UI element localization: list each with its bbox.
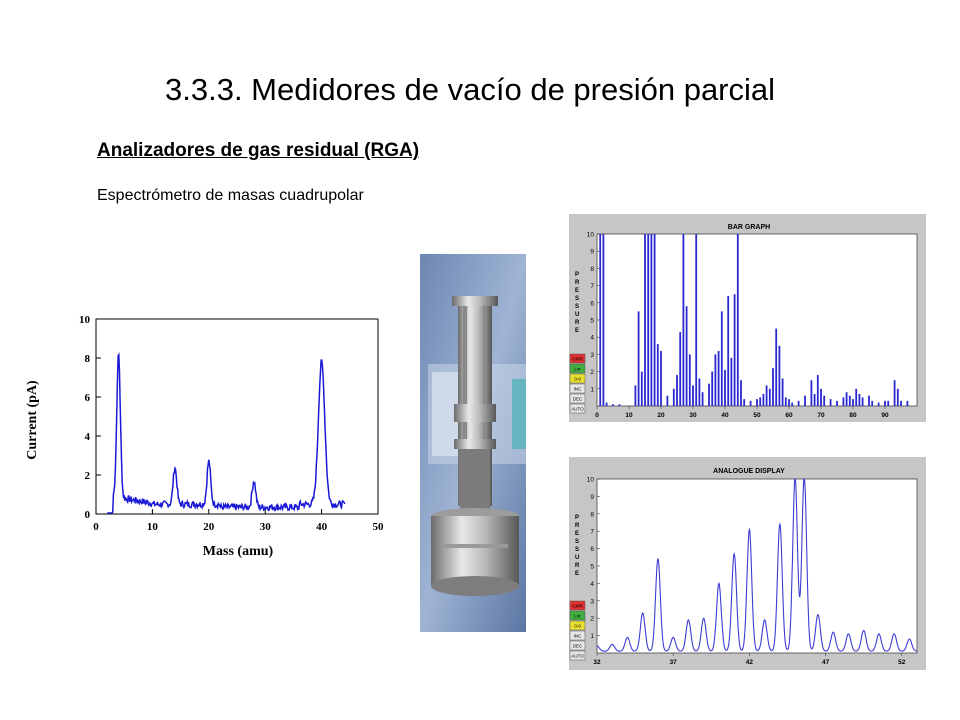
bar: [859, 394, 861, 406]
y-tick-label: 2: [84, 470, 90, 482]
y-tick-label: 1: [590, 633, 594, 641]
screen-button-label: Lnr: [574, 366, 581, 372]
screen-button-label: AUTO: [571, 653, 584, 659]
x-tick-label: 50: [372, 521, 384, 533]
pressure-label-letter: R: [575, 523, 580, 529]
x-tick-label: 30: [259, 521, 271, 533]
bar: [635, 385, 637, 406]
bar-graph-chart: [569, 214, 926, 422]
x-tick-label: 0: [595, 412, 599, 419]
y-tick-label: 4: [590, 580, 594, 588]
bar: [846, 392, 848, 406]
bar: [599, 234, 601, 406]
x-tick-label: 30: [689, 412, 697, 419]
bar: [683, 234, 685, 406]
bar: [878, 403, 880, 406]
bar: [692, 385, 694, 406]
x-tick-label: 52: [898, 659, 906, 666]
pressure-label-letter: R: [575, 320, 580, 326]
screen-button-label: AUTO: [571, 406, 584, 412]
bar: [667, 396, 669, 406]
bar: [871, 401, 873, 406]
bar: [715, 354, 717, 406]
bar: [647, 234, 649, 406]
pressure-label-letter: R: [575, 280, 580, 286]
pressure-label-letter: P: [575, 272, 580, 278]
bar: [718, 351, 720, 406]
bar: [695, 234, 697, 406]
slide-title: 3.3.3. Medidores de vacío de presión parcial: [165, 72, 776, 107]
bar: [775, 329, 777, 406]
y-tick-label: 1: [590, 386, 594, 394]
bar: [772, 368, 774, 406]
bar: [711, 372, 713, 406]
pressure-label-letter: E: [575, 531, 580, 537]
x-tick-label: 60: [785, 412, 793, 419]
x-tick-label: 37: [669, 659, 677, 666]
pressure-label-letter: R: [575, 563, 580, 569]
bar: [689, 354, 691, 406]
y-tick-label: 6: [590, 300, 594, 308]
bar: [785, 397, 787, 406]
y-tick-label: 5: [590, 563, 594, 571]
y-tick-label: 4: [590, 334, 594, 342]
y-tick-label: 3: [590, 351, 594, 359]
bar: [619, 404, 621, 406]
bar: [731, 358, 733, 406]
bar: [724, 370, 726, 406]
screen-button-label: DEC: [572, 396, 583, 402]
analogue-display-title: ANALOGUE DISPLAY: [713, 468, 785, 475]
y-tick-label: 5: [590, 317, 594, 325]
x-tick-label: 40: [721, 412, 729, 419]
bar: [686, 306, 688, 406]
bar: [740, 380, 742, 406]
screen-button-label: 0-9: [574, 623, 581, 629]
screen-button-label: 0-9: [574, 376, 581, 382]
pressure-label-letter: E: [575, 328, 580, 334]
bar: [779, 346, 781, 406]
bar: [907, 401, 909, 406]
bar: [734, 294, 736, 406]
x-tick-label: 10: [146, 521, 158, 533]
bar: [862, 397, 864, 406]
screen-button-label: GMR: [572, 356, 583, 362]
bar: [868, 396, 870, 406]
bar: [887, 401, 889, 406]
bar: [855, 389, 857, 406]
section-heading: Analizadores de gas residual (RGA): [97, 140, 420, 161]
y-tick-label: 8: [84, 353, 90, 365]
bar: [679, 332, 681, 406]
bar: [759, 397, 761, 406]
y-tick-label: 2: [590, 615, 594, 623]
bar: [651, 234, 653, 406]
bar: [900, 401, 902, 406]
analogue-display-chart: [569, 457, 926, 670]
bar: [603, 234, 605, 406]
bar: [612, 404, 614, 406]
pressure-label-letter: S: [575, 304, 580, 310]
screen-button-label: Lnr: [574, 613, 581, 619]
screen-button-label: GMR: [572, 603, 583, 609]
bar: [811, 380, 813, 406]
screen-button-label: INC: [573, 386, 582, 392]
bar: [791, 403, 793, 406]
bar: [644, 234, 646, 406]
current-x-axis-label: Mass (amu): [202, 544, 274, 559]
x-tick-label: 50: [753, 412, 761, 419]
x-tick-label: 70: [817, 412, 825, 419]
screen-button-label: INC: [573, 633, 582, 639]
y-tick-label: 8: [590, 265, 594, 273]
section-description: Espectrómetro de masas cuadrupolar: [97, 187, 364, 204]
pressure-label-letter: P: [575, 515, 580, 521]
y-tick-label: 2: [590, 369, 594, 377]
bar: [830, 399, 832, 406]
bar: [820, 389, 822, 406]
bar: [788, 399, 790, 406]
bar: [897, 389, 899, 406]
y-tick-label: 6: [590, 546, 594, 554]
bar: [654, 234, 656, 406]
bar: [823, 396, 825, 406]
y-tick-label: 10: [79, 314, 90, 326]
bar: [817, 375, 819, 406]
current-y-axis-label: Current (pA): [25, 380, 40, 460]
bar: [743, 399, 745, 406]
x-tick-label: 32: [593, 659, 601, 666]
bar: [721, 311, 723, 406]
y-tick-label: 10: [586, 231, 594, 239]
bar: [852, 399, 854, 406]
bar: [843, 397, 845, 406]
x-tick-label: 47: [821, 659, 830, 666]
y-tick-label: 7: [590, 528, 594, 536]
bar: [756, 399, 758, 406]
x-tick-label: 20: [657, 412, 665, 419]
bar: [657, 344, 659, 406]
pressure-label-letter: U: [575, 555, 580, 561]
x-tick-label: 0: [93, 521, 99, 533]
y-tick-label: 6: [84, 392, 90, 404]
bar: [884, 401, 886, 406]
pressure-label-letter: U: [575, 312, 580, 318]
bar: [676, 375, 678, 406]
bar: [708, 384, 710, 406]
pressure-label-letter: E: [575, 571, 580, 577]
pressure-label-letter: S: [575, 539, 580, 545]
x-tick-label: 10: [625, 412, 633, 419]
current-plot-frame: [96, 319, 378, 514]
bar: [673, 389, 675, 406]
x-tick-label: 80: [849, 412, 857, 419]
y-tick-label: 7: [590, 283, 594, 291]
x-tick-label: 40: [316, 521, 328, 533]
bar: [849, 396, 851, 406]
bar: [836, 401, 838, 406]
bar: [798, 401, 800, 406]
bar: [894, 380, 896, 406]
bar: [737, 234, 739, 406]
pressure-label-letter: S: [575, 547, 580, 553]
current-spectrum-chart: [18, 305, 388, 565]
quadrupole-spectrometer-photo: [420, 254, 526, 632]
x-tick-label: 42: [745, 659, 753, 666]
pressure-label-letter: S: [575, 296, 580, 302]
bar: [804, 396, 806, 406]
y-tick-label: 10: [586, 476, 594, 484]
y-tick-label: 9: [590, 493, 594, 501]
screen-button-label: DEC: [572, 643, 583, 649]
x-tick-label: 90: [881, 412, 889, 419]
bar: [702, 392, 704, 406]
bar: [750, 401, 752, 406]
bar: [606, 403, 608, 406]
current-series-line: [107, 355, 344, 513]
y-tick-label: 4: [84, 431, 90, 443]
bar: [641, 372, 643, 406]
y-tick-label: 0: [84, 509, 90, 521]
y-tick-label: 9: [590, 248, 594, 256]
bar: [763, 394, 765, 406]
bar: [660, 351, 662, 406]
x-tick-label: 20: [203, 521, 215, 533]
bar: [782, 378, 784, 406]
bar: [699, 378, 701, 406]
y-tick-label: 3: [590, 598, 594, 606]
bar: [727, 296, 729, 406]
bar-graph-title: BAR GRAPH: [727, 224, 771, 231]
y-tick-label: 8: [590, 511, 594, 519]
bar: [766, 385, 768, 406]
bar: [814, 394, 816, 406]
bar: [638, 311, 640, 406]
pressure-label-letter: E: [575, 288, 580, 294]
bar: [769, 389, 771, 406]
